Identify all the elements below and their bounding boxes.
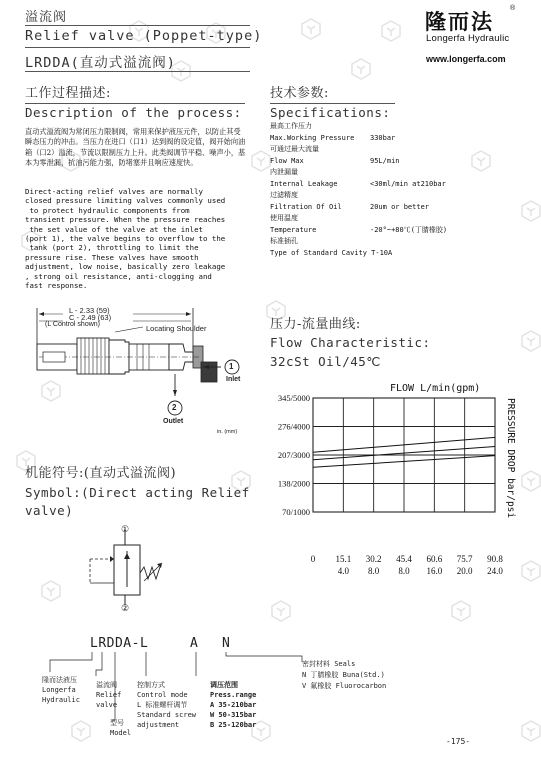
order-press-a: A 35-210bar xyxy=(210,701,257,709)
process-en-line: to protect hydraulic components from xyxy=(25,205,190,215)
process-en-line: tank (port 2), throttling to limit the xyxy=(25,243,199,253)
spec-value: 95L/min xyxy=(370,156,400,165)
order-seal-v: V 氟橡胶 Fluorocarbon xyxy=(302,682,387,690)
chart-y-tick-label: 70/1000 xyxy=(282,507,310,517)
spec-label: 过滤精度 xyxy=(270,191,298,199)
spec-row xyxy=(270,156,520,168)
chart-x-tick-label: 0 xyxy=(310,554,316,564)
spec-label: 可通过最大流量 xyxy=(270,145,319,153)
chart-heading-en: Flow Characteristic: xyxy=(270,335,431,350)
watermark-logo-icon xyxy=(250,150,272,172)
spec-value: 330bar xyxy=(370,133,396,142)
process-en-line: Direct-acting relief valves are normally xyxy=(25,187,203,196)
process-en-line: closed pressure limiting valves commonly used xyxy=(25,196,226,206)
chart-y-tick-label: 276/4000 xyxy=(277,421,310,432)
order-control-l: L 标准螺杆调节 xyxy=(137,701,188,709)
order-seals xyxy=(302,659,386,692)
order-control-adj: adjustment xyxy=(137,721,180,729)
process-en-line: , strong oil resistance, anti-clogging and xyxy=(25,271,212,281)
port-2-number: 2 xyxy=(172,403,177,412)
spec-row xyxy=(270,202,520,214)
chart-y-tick-label: 345/5000 xyxy=(277,393,310,403)
order-code-n: N xyxy=(222,636,230,651)
dimension-l: L - 2.33 (59) xyxy=(69,306,110,315)
order-press-en: Press.range xyxy=(210,691,257,699)
chart-x-tick-label-gpm: 20.0 xyxy=(456,566,473,576)
specs-rule xyxy=(270,103,395,104)
spec-label: Max.Working Pressure xyxy=(270,133,355,142)
watermark-logo-icon xyxy=(40,580,62,602)
locating-shoulder-label: Locating Shoulder xyxy=(146,324,207,333)
watermark-logo-icon xyxy=(350,58,372,80)
order-brand-cn: 隆而法液压 xyxy=(42,676,77,684)
process-heading-cn: 工作过程描述: xyxy=(25,86,111,101)
chart-y-tick-label: 138/2000 xyxy=(277,478,310,489)
page-number: -175- xyxy=(446,737,471,746)
brand-name: Longerfa Hydraulic xyxy=(426,33,510,44)
chart-heading-cn: 压力-流量曲线: xyxy=(270,317,361,332)
header-rule-2 xyxy=(25,47,250,48)
order-control-std: Standard screw xyxy=(137,711,197,719)
website: www.longerfa.com xyxy=(426,54,506,64)
chart-x-tick-label-gpm: 8.0 xyxy=(368,566,380,576)
watermark-logo-icon xyxy=(520,330,541,352)
spec-row xyxy=(270,236,520,248)
watermark-logo-icon xyxy=(520,720,541,742)
watermark-logo-icon xyxy=(270,600,292,622)
spec-value: -20°~+80℃(丁腈橡胶) xyxy=(370,225,448,234)
order-control xyxy=(137,680,196,730)
spec-row xyxy=(270,248,520,260)
chart-x-tick-label: 90.8 xyxy=(487,554,503,564)
order-model-cn: 型号 xyxy=(110,719,124,727)
order-valve-cn: 溢流阀 xyxy=(96,681,117,689)
specs-table xyxy=(270,121,520,259)
process-text-en xyxy=(25,187,225,290)
order-valve-en-2: valve xyxy=(96,701,118,709)
process-rule xyxy=(25,103,245,104)
order-code: LRDDA-L xyxy=(90,636,149,651)
outlet-label: Outlet xyxy=(163,418,184,425)
watermark-logo-icon xyxy=(380,20,402,42)
chart-title: FLOW L/min(gpm) xyxy=(390,383,481,394)
registered-mark: ® xyxy=(510,5,516,12)
spec-label: Temperature xyxy=(270,225,317,234)
brand-logo: 隆而法 xyxy=(425,11,494,34)
specs-heading-cn: 技术参数: xyxy=(270,86,329,101)
spec-value: <30ml/min at210bar xyxy=(370,179,446,188)
spec-label: 使用温度 xyxy=(270,214,298,222)
chart-x-tick-label-gpm: 16.0 xyxy=(426,566,443,576)
order-valve-en-1: Relief xyxy=(96,691,122,699)
process-en-line: fast response. xyxy=(25,281,88,291)
chart-x-tick-label: 15.1 xyxy=(335,554,352,564)
order-model-en: Model xyxy=(110,729,132,737)
chart-x-tick-label: 60.6 xyxy=(426,554,443,564)
order-brand xyxy=(42,675,80,705)
chart-x-tick-label: 30.2 xyxy=(365,554,382,564)
title-cn: 溢流阀 xyxy=(25,10,68,25)
symbol-heading-en-2: valve) xyxy=(25,503,74,518)
process-text-cn: 直动式溢流阀为常闭压力限制阀，常用来保护液压元件，以防止其受瞬态压力的冲击。当压力在进口（口1）达到阀的设定值，阀开始向油箱（口2）溢流，节流以限制压力上升。此类阀调节平稳、噪声小，基本为零泄漏，抗油污能力强，防堵塞并且响应速度快。 xyxy=(25,127,246,167)
order-press-w: W 50-315bar xyxy=(210,711,257,719)
order-control-cn: 控制方式 xyxy=(137,681,165,689)
spec-row xyxy=(270,225,520,237)
process-en-line: transient pressure. When the pressure reaches xyxy=(25,215,226,225)
chart-x-tick-label: 45.4 xyxy=(396,554,412,564)
spec-row xyxy=(270,121,520,133)
spec-row xyxy=(270,133,520,145)
chart-condition: 32cSt Oil/45℃ xyxy=(270,354,381,369)
order-press-b: B 25-120bar xyxy=(210,721,257,729)
spec-row xyxy=(270,179,520,191)
chart-x-tick-label: 75.7 xyxy=(456,554,473,564)
symbol-port-2: ② xyxy=(121,603,130,613)
watermark-logo-icon xyxy=(300,18,322,40)
order-seal-n: N 丁腈橡胶 Buna(Std.) xyxy=(302,671,385,679)
process-en-line: (port 1), the valve begins to overflow to the xyxy=(25,234,226,244)
chart-x-tick-label-gpm: 4.0 xyxy=(337,566,349,576)
order-press-cn: 调压范围 xyxy=(210,681,238,689)
symbol-heading-en-1: Symbol:(Direct acting Relief xyxy=(25,485,250,500)
spec-label: Flow Max xyxy=(270,156,304,165)
flow-characteristic-chart xyxy=(250,372,535,582)
order-seals-title: 密封材料 Seals xyxy=(302,660,356,668)
process-en-line: adjustment, low noise, basically zero leakage xyxy=(25,262,226,272)
spec-label: Filtration Of Oil xyxy=(270,202,342,211)
process-heading-en: Description of the process: xyxy=(25,105,242,120)
chart-x-tick-label-gpm: 8.0 xyxy=(398,566,410,576)
spec-label: 内泄漏量 xyxy=(270,168,298,176)
model-line: LRDDA(直动式溢流阀) xyxy=(25,55,176,71)
chart-y-axis-label: PRESSURE DROP bar/psi xyxy=(505,398,516,519)
inlet-label: Inlet xyxy=(226,376,241,383)
symbol-heading-cn: 机能符号:(直动式溢流阀) xyxy=(25,466,177,481)
order-brand-en-2: Hydraulic xyxy=(42,696,80,704)
spec-row xyxy=(270,144,520,156)
order-brand-en-1: Longerfa xyxy=(42,686,76,694)
spec-label: Internal Leakage xyxy=(270,179,338,188)
hydraulic-symbol xyxy=(80,523,190,619)
spec-label: 最高工作压力 xyxy=(270,122,312,130)
spec-value: 20um or better xyxy=(370,202,430,211)
symbol-port-1: ① xyxy=(121,524,130,534)
dimension-c: C - 2.49 (63) xyxy=(69,313,112,322)
port-1-number: 1 xyxy=(229,362,234,371)
process-en-line: pressure rise. These valves have smooth xyxy=(25,252,199,262)
order-code-a: A xyxy=(190,636,198,651)
process-en-line: the set value of the valve at the inlet xyxy=(25,224,203,234)
dimension-note: (L Control shown) xyxy=(45,321,100,328)
unit-label: in. (mm) xyxy=(217,429,238,435)
header-rule-1 xyxy=(25,25,250,26)
header-rule-3 xyxy=(25,71,250,72)
spec-label: Type of Standard Cavity T-10A xyxy=(270,248,393,257)
order-control-en: Control mode xyxy=(137,691,188,699)
title-en: Relief valve (Poppet-type) xyxy=(25,28,263,44)
watermark-logo-icon xyxy=(450,600,472,622)
spec-label: 标准插孔 xyxy=(270,237,298,245)
spec-row xyxy=(270,167,520,179)
chart-y-tick-label: 207/3000 xyxy=(277,450,310,460)
order-valve xyxy=(96,680,121,710)
chart-x-tick-label-gpm: 24.0 xyxy=(487,566,503,576)
order-model xyxy=(110,718,131,738)
spec-row xyxy=(270,190,520,202)
spec-row xyxy=(270,213,520,225)
specs-heading-en: Specifications: xyxy=(270,105,391,120)
watermark-logo-icon xyxy=(520,200,541,222)
order-pressure xyxy=(210,680,256,730)
